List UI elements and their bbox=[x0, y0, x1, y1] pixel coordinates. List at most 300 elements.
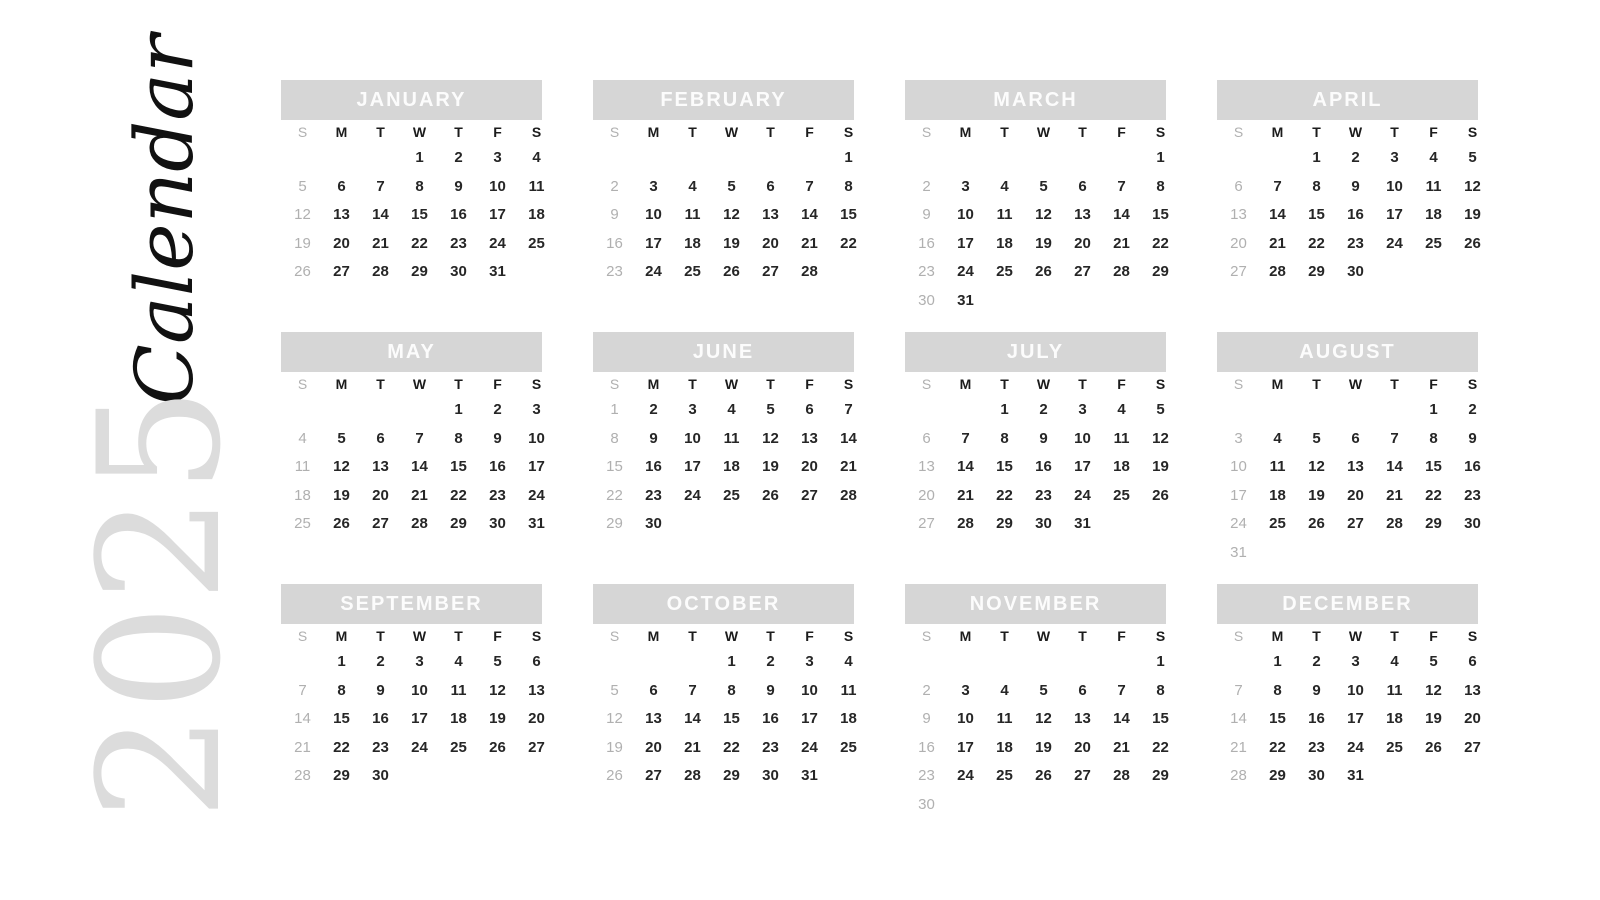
empty-cell bbox=[829, 762, 868, 791]
date-cell: 28 bbox=[372, 263, 389, 281]
date-cell: 8 bbox=[1156, 177, 1165, 195]
day-header: F bbox=[493, 124, 502, 140]
day-header: S bbox=[531, 376, 542, 392]
date-cell: 16 bbox=[762, 710, 779, 728]
date-cell: 28 bbox=[957, 515, 974, 533]
date-cell: 19 bbox=[294, 234, 311, 252]
date-cell: 13 bbox=[1347, 458, 1364, 476]
date-cell: 6 bbox=[1468, 653, 1477, 670]
date-cell: 10 bbox=[957, 206, 974, 224]
date-cell: 14 bbox=[1230, 710, 1247, 728]
day-header: M bbox=[335, 628, 348, 644]
date-cell: 14 bbox=[1386, 458, 1403, 476]
month-title: NOVEMBER bbox=[905, 584, 1166, 624]
date-cell: 21 bbox=[684, 738, 701, 756]
empty-cell bbox=[1024, 287, 1063, 316]
day-header: M bbox=[335, 124, 348, 140]
date-cell: 26 bbox=[606, 767, 623, 785]
month-march bbox=[905, 80, 1169, 328]
date-cell: 27 bbox=[1347, 515, 1364, 533]
date-cell: 15 bbox=[1152, 206, 1169, 224]
empty-cell bbox=[907, 648, 946, 677]
date-cell: 20 bbox=[1074, 738, 1091, 756]
date-cell: 7 bbox=[376, 177, 385, 195]
day-header: M bbox=[647, 628, 660, 644]
day-header: T bbox=[766, 376, 775, 392]
day-header: W bbox=[412, 628, 427, 644]
empty-cell bbox=[829, 258, 868, 287]
empty-cell bbox=[1375, 396, 1414, 425]
date-cell: 23 bbox=[450, 234, 467, 252]
day-header: W bbox=[1348, 628, 1363, 644]
date-cell: 11 bbox=[840, 681, 857, 699]
day-header: S bbox=[1233, 124, 1244, 140]
date-cell: 4 bbox=[298, 429, 307, 447]
date-cell: 5 bbox=[766, 401, 775, 418]
date-cell: 22 bbox=[723, 738, 740, 756]
empty-cell bbox=[1102, 287, 1141, 316]
date-cell: 2 bbox=[922, 177, 931, 195]
empty-cell bbox=[985, 648, 1024, 677]
date-cell: 10 bbox=[1386, 177, 1403, 195]
date-cell: 1 bbox=[727, 653, 736, 670]
months-grid bbox=[281, 80, 1481, 832]
month-grid bbox=[907, 624, 1180, 820]
date-cell: 15 bbox=[1269, 710, 1286, 728]
date-cell: 9 bbox=[1351, 177, 1360, 195]
date-cell: 24 bbox=[957, 767, 974, 785]
month-july bbox=[905, 332, 1169, 580]
date-cell: 15 bbox=[606, 458, 623, 476]
date-cell: 21 bbox=[1230, 738, 1247, 756]
date-cell: 5 bbox=[1039, 177, 1048, 195]
month-grid bbox=[283, 120, 556, 287]
month-grid bbox=[283, 372, 556, 539]
date-cell: 25 bbox=[723, 486, 740, 504]
month-grid bbox=[595, 372, 868, 539]
date-cell: 28 bbox=[1230, 767, 1247, 785]
empty-cell bbox=[946, 144, 985, 173]
date-cell: 22 bbox=[411, 234, 428, 252]
date-cell: 10 bbox=[645, 206, 662, 224]
day-header: S bbox=[921, 376, 932, 392]
month-title: FEBRUARY bbox=[593, 80, 854, 120]
date-cell: 16 bbox=[918, 738, 935, 756]
date-cell: 12 bbox=[333, 458, 350, 476]
date-cell: 3 bbox=[1390, 149, 1399, 166]
date-cell: 25 bbox=[1269, 515, 1286, 533]
date-cell: 3 bbox=[1351, 653, 1360, 670]
month-title: DECEMBER bbox=[1217, 584, 1478, 624]
date-cell: 11 bbox=[294, 458, 311, 476]
date-cell: 14 bbox=[1269, 206, 1286, 224]
day-header: W bbox=[1036, 124, 1051, 140]
day-header: M bbox=[335, 376, 348, 392]
date-cell: 18 bbox=[1425, 206, 1442, 224]
date-cell: 19 bbox=[1035, 738, 1052, 756]
date-cell: 24 bbox=[957, 263, 974, 281]
date-cell: 24 bbox=[684, 486, 701, 504]
date-cell: 3 bbox=[688, 401, 697, 418]
date-cell: 11 bbox=[1386, 681, 1403, 699]
date-cell: 9 bbox=[610, 206, 619, 224]
day-header: S bbox=[843, 376, 854, 392]
date-cell: 6 bbox=[376, 429, 385, 447]
date-cell: 12 bbox=[1035, 710, 1052, 728]
date-cell: 2 bbox=[1351, 149, 1360, 166]
date-cell: 20 bbox=[1074, 234, 1091, 252]
day-header: M bbox=[1271, 124, 1284, 140]
date-cell: 28 bbox=[801, 263, 818, 281]
date-cell: 20 bbox=[528, 710, 545, 728]
date-cell: 20 bbox=[918, 486, 935, 504]
date-cell: 18 bbox=[684, 234, 701, 252]
date-cell: 29 bbox=[723, 767, 740, 785]
date-cell: 2 bbox=[376, 653, 385, 670]
date-cell: 25 bbox=[996, 767, 1013, 785]
day-header: M bbox=[959, 376, 972, 392]
date-cell: 30 bbox=[762, 767, 779, 785]
date-cell: 23 bbox=[489, 486, 506, 504]
date-cell: 17 bbox=[801, 710, 818, 728]
date-cell: 6 bbox=[766, 177, 775, 195]
date-cell: 8 bbox=[844, 177, 853, 195]
date-cell: 30 bbox=[372, 767, 389, 785]
date-cell: 19 bbox=[1035, 234, 1052, 252]
date-cell: 9 bbox=[493, 429, 502, 447]
empty-cell bbox=[1219, 396, 1258, 425]
date-cell: 23 bbox=[1035, 486, 1052, 504]
date-cell: 19 bbox=[1152, 458, 1169, 476]
day-header: T bbox=[1312, 376, 1321, 392]
day-header: S bbox=[297, 376, 308, 392]
date-cell: 22 bbox=[996, 486, 1013, 504]
date-cell: 18 bbox=[450, 710, 467, 728]
date-cell: 16 bbox=[489, 458, 506, 476]
date-cell: 2 bbox=[922, 681, 931, 699]
date-cell: 11 bbox=[1113, 429, 1130, 447]
date-cell: 5 bbox=[1429, 653, 1438, 670]
date-cell: 5 bbox=[1039, 681, 1048, 699]
date-cell: 15 bbox=[450, 458, 467, 476]
empty-cell bbox=[1063, 791, 1102, 820]
date-cell: 28 bbox=[1113, 767, 1130, 785]
day-header: F bbox=[805, 124, 814, 140]
day-header: S bbox=[921, 124, 932, 140]
month-november bbox=[905, 584, 1169, 832]
date-cell: 16 bbox=[1464, 458, 1481, 476]
date-cell: 7 bbox=[805, 177, 814, 195]
date-cell: 27 bbox=[1074, 767, 1091, 785]
date-cell: 9 bbox=[922, 206, 931, 224]
empty-cell bbox=[1063, 648, 1102, 677]
date-cell: 26 bbox=[1425, 738, 1442, 756]
day-header: M bbox=[959, 124, 972, 140]
date-cell: 13 bbox=[1464, 681, 1481, 699]
date-cell: 11 bbox=[450, 681, 467, 699]
date-cell: 7 bbox=[1273, 177, 1282, 195]
day-header: T bbox=[454, 376, 463, 392]
empty-cell bbox=[634, 648, 673, 677]
date-cell: 12 bbox=[294, 206, 311, 224]
date-cell: 27 bbox=[1230, 263, 1247, 281]
empty-cell bbox=[1258, 539, 1297, 568]
date-cell: 24 bbox=[801, 738, 818, 756]
date-cell: 28 bbox=[684, 767, 701, 785]
day-header: F bbox=[493, 628, 502, 644]
date-cell: 1 bbox=[610, 401, 619, 418]
date-cell: 19 bbox=[723, 234, 740, 252]
empty-cell bbox=[712, 510, 751, 539]
date-cell: 2 bbox=[493, 401, 502, 418]
date-cell: 31 bbox=[1074, 515, 1091, 533]
date-cell: 12 bbox=[606, 710, 623, 728]
day-header: T bbox=[1078, 376, 1087, 392]
date-cell: 3 bbox=[649, 177, 658, 195]
date-cell: 4 bbox=[844, 653, 853, 670]
date-cell: 24 bbox=[1230, 515, 1247, 533]
empty-cell bbox=[361, 144, 400, 173]
empty-cell bbox=[1141, 510, 1180, 539]
date-cell: 20 bbox=[1347, 486, 1364, 504]
date-cell: 30 bbox=[450, 263, 467, 281]
month-august bbox=[1217, 332, 1481, 580]
day-header: S bbox=[1467, 124, 1478, 140]
date-cell: 26 bbox=[333, 515, 350, 533]
date-cell: 19 bbox=[1464, 206, 1481, 224]
date-cell: 1 bbox=[844, 149, 853, 166]
date-cell: 9 bbox=[766, 681, 775, 699]
date-cell: 23 bbox=[918, 263, 935, 281]
day-header: S bbox=[1155, 376, 1166, 392]
date-cell: 13 bbox=[918, 458, 935, 476]
month-title: JUNE bbox=[593, 332, 854, 372]
date-cell: 11 bbox=[996, 206, 1013, 224]
date-cell: 30 bbox=[1464, 515, 1481, 533]
month-title: MAY bbox=[281, 332, 542, 372]
date-cell: 7 bbox=[844, 401, 853, 418]
date-cell: 16 bbox=[1035, 458, 1052, 476]
month-grid bbox=[283, 624, 556, 791]
date-cell: 7 bbox=[298, 681, 307, 699]
empty-cell bbox=[1375, 258, 1414, 287]
date-cell: 25 bbox=[996, 263, 1013, 281]
date-cell: 29 bbox=[1425, 515, 1442, 533]
empty-cell bbox=[1258, 144, 1297, 173]
date-cell: 30 bbox=[645, 515, 662, 533]
month-grid bbox=[595, 120, 868, 287]
date-cell: 17 bbox=[489, 206, 506, 224]
empty-cell bbox=[1141, 287, 1180, 316]
date-cell: 10 bbox=[411, 681, 428, 699]
date-cell: 2 bbox=[649, 401, 658, 418]
empty-cell bbox=[1102, 648, 1141, 677]
date-cell: 8 bbox=[337, 681, 346, 699]
month-september bbox=[281, 584, 545, 832]
date-cell: 18 bbox=[723, 458, 740, 476]
empty-cell bbox=[1453, 762, 1492, 791]
day-header: T bbox=[1390, 124, 1399, 140]
date-cell: 25 bbox=[294, 515, 311, 533]
day-header: T bbox=[376, 124, 385, 140]
date-cell: 8 bbox=[1429, 429, 1438, 447]
date-cell: 10 bbox=[489, 177, 506, 195]
empty-cell bbox=[1141, 791, 1180, 820]
date-cell: 15 bbox=[1308, 206, 1325, 224]
date-cell: 10 bbox=[528, 429, 545, 447]
date-cell: 24 bbox=[1074, 486, 1091, 504]
date-cell: 6 bbox=[532, 653, 541, 670]
date-cell: 14 bbox=[840, 429, 857, 447]
empty-cell bbox=[946, 791, 985, 820]
date-cell: 28 bbox=[294, 767, 311, 785]
empty-cell bbox=[400, 396, 439, 425]
day-header: T bbox=[1312, 124, 1321, 140]
date-cell: 6 bbox=[922, 429, 931, 447]
date-cell: 8 bbox=[415, 177, 424, 195]
day-header: T bbox=[376, 628, 385, 644]
empty-cell bbox=[322, 396, 361, 425]
month-title: JULY bbox=[905, 332, 1166, 372]
date-cell: 29 bbox=[450, 515, 467, 533]
date-cell: 20 bbox=[762, 234, 779, 252]
empty-cell bbox=[1336, 396, 1375, 425]
empty-cell bbox=[985, 144, 1024, 173]
day-header: W bbox=[412, 124, 427, 140]
date-cell: 12 bbox=[1035, 206, 1052, 224]
day-header: F bbox=[805, 376, 814, 392]
day-header: S bbox=[1155, 124, 1166, 140]
date-cell: 30 bbox=[1347, 263, 1364, 281]
empty-cell bbox=[673, 510, 712, 539]
date-cell: 18 bbox=[528, 206, 545, 224]
day-header: M bbox=[647, 124, 660, 140]
date-cell: 23 bbox=[606, 263, 623, 281]
empty-cell bbox=[1024, 648, 1063, 677]
date-cell: 22 bbox=[606, 486, 623, 504]
date-cell: 3 bbox=[805, 653, 814, 670]
day-header: T bbox=[1078, 124, 1087, 140]
date-cell: 11 bbox=[684, 206, 701, 224]
date-cell: 19 bbox=[1308, 486, 1325, 504]
date-cell: 26 bbox=[1464, 234, 1481, 252]
date-cell: 17 bbox=[1074, 458, 1091, 476]
date-cell: 11 bbox=[996, 710, 1013, 728]
date-cell: 15 bbox=[723, 710, 740, 728]
date-cell: 31 bbox=[1230, 543, 1247, 561]
date-cell: 7 bbox=[961, 429, 970, 447]
date-cell: 8 bbox=[1273, 681, 1282, 699]
date-cell: 19 bbox=[489, 710, 506, 728]
empty-cell bbox=[1024, 144, 1063, 173]
date-cell: 14 bbox=[957, 458, 974, 476]
date-cell: 6 bbox=[337, 177, 346, 195]
empty-cell bbox=[790, 144, 829, 173]
date-cell: 4 bbox=[454, 653, 463, 670]
day-header: S bbox=[609, 376, 620, 392]
empty-cell bbox=[634, 144, 673, 173]
date-cell: 30 bbox=[918, 291, 935, 309]
empty-cell bbox=[400, 762, 439, 791]
date-cell: 12 bbox=[1308, 458, 1325, 476]
date-cell: 26 bbox=[1035, 767, 1052, 785]
month-grid bbox=[595, 624, 868, 791]
date-cell: 3 bbox=[415, 653, 424, 670]
date-cell: 11 bbox=[1425, 177, 1442, 195]
date-cell: 3 bbox=[961, 177, 970, 195]
date-cell: 25 bbox=[684, 263, 701, 281]
date-cell: 23 bbox=[372, 738, 389, 756]
date-cell: 4 bbox=[1000, 681, 1009, 699]
date-cell: 22 bbox=[1308, 234, 1325, 252]
date-cell: 4 bbox=[532, 149, 541, 166]
empty-cell bbox=[751, 510, 790, 539]
day-header: F bbox=[493, 376, 502, 392]
date-cell: 24 bbox=[489, 234, 506, 252]
date-cell: 20 bbox=[333, 234, 350, 252]
date-cell: 19 bbox=[606, 738, 623, 756]
day-header: W bbox=[1348, 124, 1363, 140]
day-header: S bbox=[921, 628, 932, 644]
day-header: S bbox=[297, 628, 308, 644]
empty-cell bbox=[517, 258, 556, 287]
date-cell: 14 bbox=[1113, 710, 1130, 728]
date-cell: 16 bbox=[918, 234, 935, 252]
date-cell: 4 bbox=[688, 177, 697, 195]
empty-cell bbox=[283, 648, 322, 677]
empty-cell bbox=[1414, 539, 1453, 568]
date-cell: 12 bbox=[1425, 681, 1442, 699]
date-cell: 9 bbox=[1312, 681, 1321, 699]
empty-cell bbox=[1375, 539, 1414, 568]
date-cell: 16 bbox=[1308, 710, 1325, 728]
date-cell: 14 bbox=[411, 458, 428, 476]
date-cell: 21 bbox=[1113, 738, 1130, 756]
date-cell: 19 bbox=[1425, 710, 1442, 728]
empty-cell bbox=[985, 791, 1024, 820]
day-header: W bbox=[1036, 376, 1051, 392]
month-title: MARCH bbox=[905, 80, 1166, 120]
date-cell: 13 bbox=[1074, 710, 1091, 728]
date-cell: 21 bbox=[840, 458, 857, 476]
date-cell: 7 bbox=[1117, 177, 1126, 195]
month-grid bbox=[1219, 624, 1492, 791]
date-cell: 14 bbox=[684, 710, 701, 728]
empty-cell bbox=[1219, 144, 1258, 173]
day-header: S bbox=[531, 124, 542, 140]
date-cell: 1 bbox=[337, 653, 346, 670]
empty-cell bbox=[1453, 539, 1492, 568]
date-cell: 17 bbox=[957, 738, 974, 756]
date-cell: 1 bbox=[454, 401, 463, 418]
month-february bbox=[593, 80, 857, 328]
month-grid bbox=[1219, 120, 1492, 287]
day-header: W bbox=[724, 124, 739, 140]
date-cell: 17 bbox=[1386, 206, 1403, 224]
day-header: S bbox=[609, 124, 620, 140]
date-cell: 28 bbox=[1113, 263, 1130, 281]
date-cell: 29 bbox=[1269, 767, 1286, 785]
date-cell: 12 bbox=[1152, 429, 1169, 447]
empty-cell bbox=[1297, 539, 1336, 568]
empty-cell bbox=[829, 510, 868, 539]
date-cell: 26 bbox=[762, 486, 779, 504]
empty-cell bbox=[1102, 791, 1141, 820]
day-header: T bbox=[1312, 628, 1321, 644]
empty-cell bbox=[322, 144, 361, 173]
date-cell: 18 bbox=[294, 486, 311, 504]
date-cell: 3 bbox=[1234, 429, 1243, 447]
